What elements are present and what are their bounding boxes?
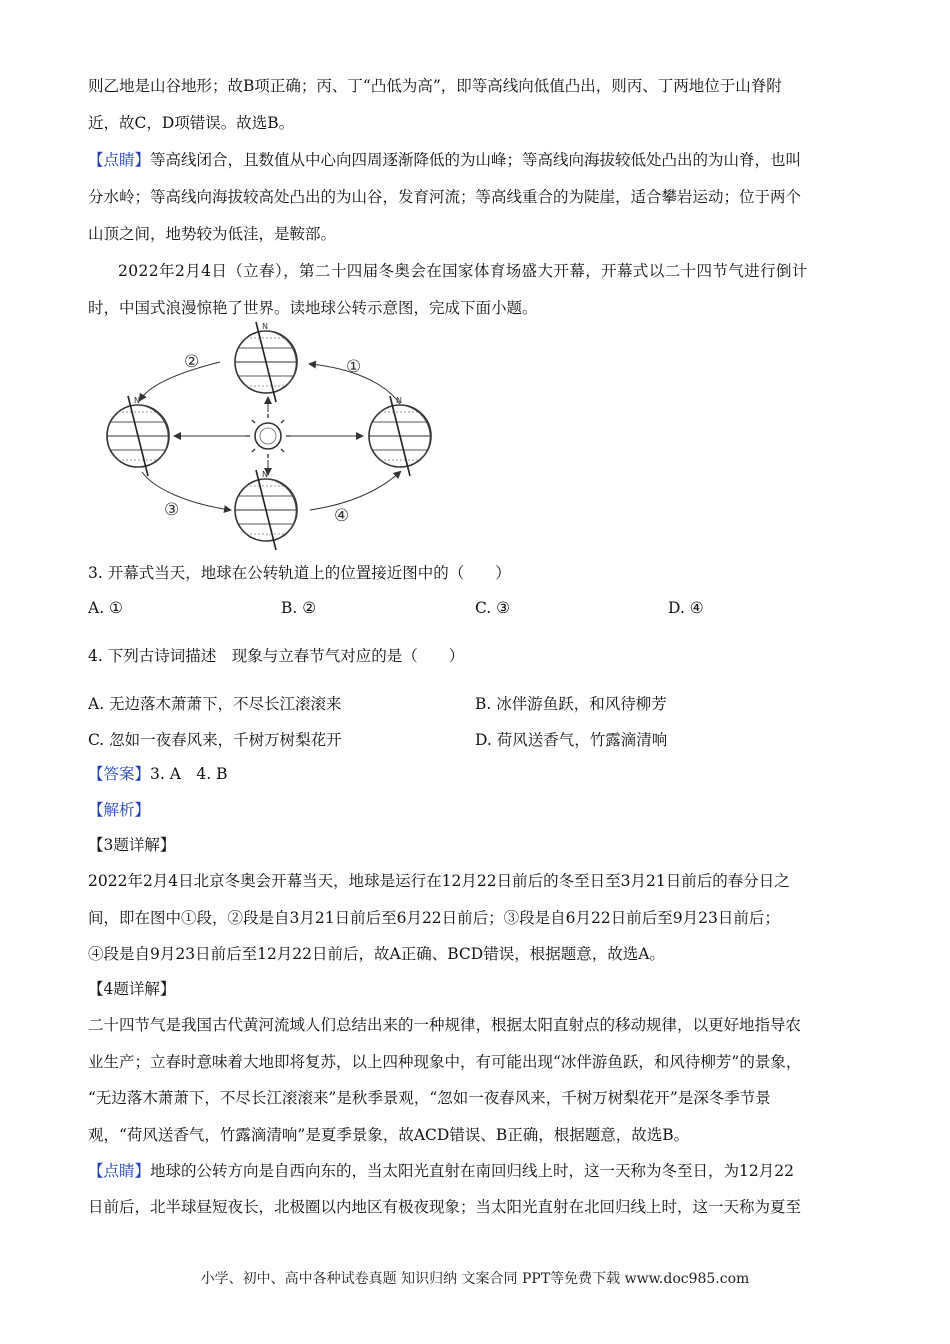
orbit-arc-3 (142, 472, 230, 510)
detail-3-tag: 【3题详解】 (88, 836, 176, 854)
text-line: 日前后，北半球昼短夜长，北极圈以内地区有极夜现象；当太阳光直射在北回归线上时，这一天称为夏至 (88, 1198, 802, 1216)
answer-text: 3. A 4. B (150, 765, 228, 783)
question-4-stem: 4. 下列古诗词描述 现象与立春节气对应的是（ ） (88, 647, 465, 665)
detail-4-tag: 【4题详解】 (88, 980, 176, 998)
orbit-label-2: ② (184, 352, 200, 372)
q4-option-a: A. 无边落木萧萧下，不尽长江滚滚来 (88, 695, 342, 713)
sun-icon (246, 414, 290, 458)
dianjing-tag: 【点睛】 (88, 151, 151, 169)
dianjing-paragraph (88, 150, 801, 170)
text-line: 间，即在图中①段，②段是自3月21日前后至6月22日前后；③段是自6月22日前后至9月23日前后； (88, 909, 780, 927)
earth-position-right (369, 396, 431, 476)
text-line: “无边落木萧萧下，不尽长江滚滚来”是秋季景观，“忽如一夜春风来，千树万树梨花开”是深冬季节景 (88, 1089, 771, 1107)
q4-option-d: D. 荷风送香气，竹露滴清响 (475, 731, 668, 749)
answer-line (88, 764, 228, 784)
text-line: 等高线闭合，且数值从中心向四周逐渐降低的为山峰；等高线向海拔较低处凸出的为山脊，也叫 (150, 151, 802, 169)
text-line: 近，故C，D项错误。故选B。 (88, 114, 295, 132)
earth-position-left (107, 396, 169, 476)
text-line: 观，“荷风送香气，竹露滴清响”是夏季景象，故ACD错误、B正确，根据题意，故选B。 (88, 1126, 690, 1144)
q4-option-c: C. 忽如一夜春风来，千树万树梨花开 (88, 731, 342, 749)
earth-position-top (235, 322, 297, 402)
question-3-stem: 3. 开幕式当天，地球在公转轨道上的位置接近图中的（ ） (88, 564, 511, 582)
text-line: 则乙地是山谷地形；故B项正确；丙、丁“凸低为高”，即等高线向低值凸出，则丙、丁两地位于山脊附 (88, 77, 782, 95)
text-line: 二十四节气是我国古代黄河流域人们总结出来的一种规律，根据太阳直射点的移动规律，以更好地指导农 (88, 1016, 802, 1034)
text-line: 2022年2月4日北京冬奥会开幕当天，地球是运行在12月22日前后的冬至日至3月21日前后的春分日之 (88, 872, 790, 890)
intro-line: 时，中国式浪漫惊艳了世界。读地球公转示意图，完成下面小题。 (88, 299, 538, 317)
earth-position-bottom (235, 470, 297, 550)
earth-orbit-diagram: N ② ① ③ ④ (100, 322, 450, 547)
orbit-arc-4 (310, 472, 400, 510)
orbit-label-4: ④ (334, 506, 350, 526)
text-line: 业生产；立春时意味着大地即将复苏，以上四种现象中，有可能出现“冰伴游鱼跃，和风待柳芳”的景象， (88, 1053, 802, 1071)
text-line: 山顶之间，地势较为低洼，是鞍部。 (88, 225, 337, 243)
orbit-label-3: ③ (164, 500, 180, 520)
q3-option-d: D. ④ (668, 599, 704, 617)
dianjing-tag: 【点睛】 (88, 1162, 151, 1180)
q3-option-b: B. ② (281, 599, 317, 617)
text-line: 地球的公转方向是自西向东的，当太阳光直射在南回归线上时，这一天称为冬至日，为12月22 (150, 1162, 794, 1180)
page-footer: 小学、初中、高中各种试卷真题 知识归纳 文案合同 PPT等免费下载 www.doc985.com (200, 1271, 750, 1287)
q3-option-c: C. ③ (475, 599, 511, 617)
answer-tag: 【答案】 (88, 765, 151, 783)
text-line: 分水岭；等高线向海拔较高处凸出的为山谷，发育河流；等高线重合的为陡崖，适合攀岩运动；位于两个 (88, 188, 802, 206)
intro-line: 2022年2月4日（立春），第二十四届冬奥会在国家体育场盛大开幕，开幕式以二十四节气进行倒计 (118, 262, 808, 280)
analysis-tag: 【解析】 (88, 801, 151, 819)
orbit-label-1: ① (346, 357, 362, 377)
q4-option-b: B. 冰伴游鱼跃，和风待柳芳 (475, 695, 667, 713)
text-line: ④段是自9月23日前后至12月22日前后，故A正确、BCD错误，根据题意，故选A。 (88, 945, 665, 963)
dianjing-paragraph (88, 1161, 794, 1181)
q3-option-a: A. ① (88, 599, 123, 617)
orbit-arc-2 (140, 362, 220, 400)
